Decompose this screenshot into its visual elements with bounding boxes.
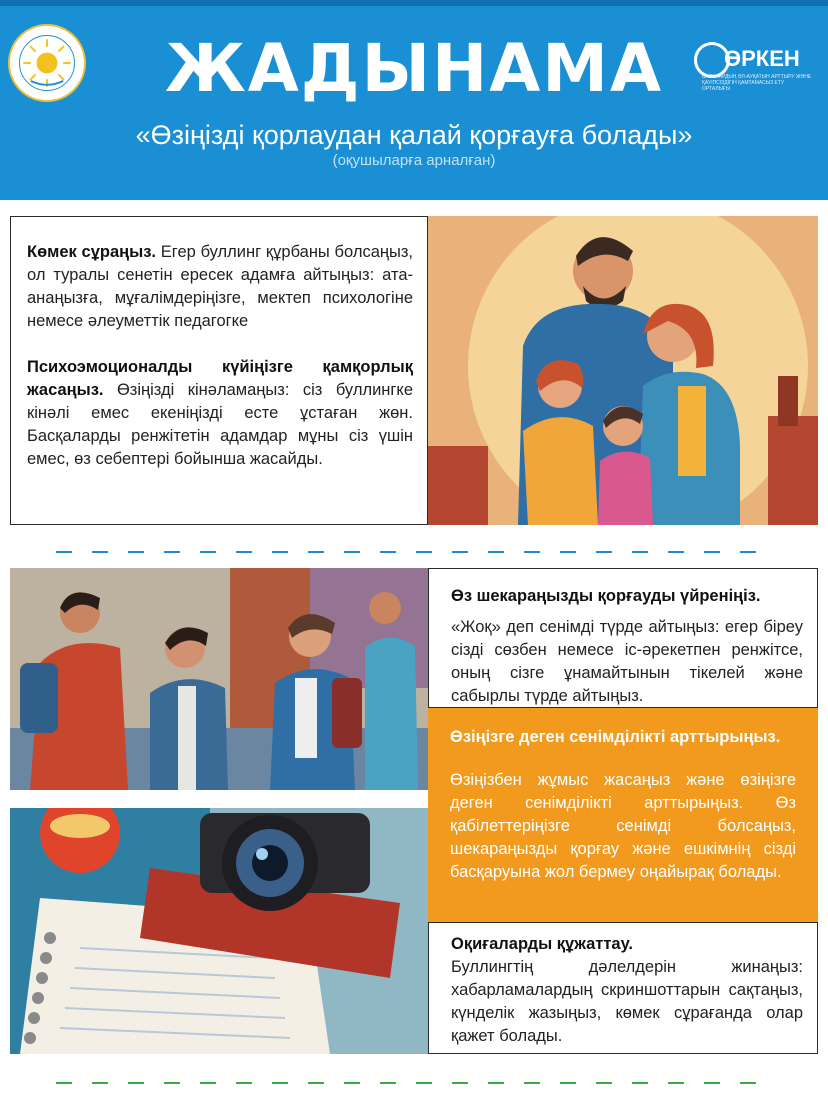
sun-emblem-icon [8,24,86,102]
page-title: ЖАДЫНАМА [164,30,664,107]
orken-logo-icon [694,40,814,100]
header-banner [0,0,828,200]
boundaries-text: «Жоқ» деп сенімді түрде айтыңыз: егер біреу сізді сөзбен немесе іс-әрекетпен ренжітсе, оның сізге ұнамайтынын тікелей және сабырлы түрде айтыңыз. [451,618,803,705]
family-illustration [428,216,818,525]
care-heading: Психоэмоционалды күйіңізге қамқорлық жасаңыз. [27,358,413,399]
divider-dashes-blue [56,543,786,547]
confidence-text: Өзіңізбен жұмыс жасаңыз және өзіңізге деген сенімділікті арттырыңыз. Өз қабілеттеріңізге сенімді болсаңыз, шекараңызды қорғау және ешкімнің сізді басқаруына жол бермеу оңайырақ болады. [450,771,796,881]
confidence-box [428,708,818,922]
care-text: Өзіңізді кінәламаңыз: сіз буллингке кінәлі емес екеніңізді есте ұстаған жөн. Басқаларды ренжітетін адамдар мұны сіз үшін емес, өз себептері бойынша жасайды. [27,381,413,468]
logo-word: ӨРКЕН [724,46,800,71]
document-text: Буллингтің дәлелдерін жинаңыз: хабарламалардың скриншоттарын сақтаңыз, күнделік жазыңыз, көмек сұрағанда олар қажет болады. [451,958,803,1045]
divider-dashes-green [56,1074,786,1078]
header-top-line [0,0,828,6]
teenagers-illustration [10,568,428,790]
confidence-heading: Өзіңізге деген сенімділікті арттырыңыз. [450,728,781,746]
page-subtitle: «Өзіңізді қорлаудан қалай қорғауға болады» [135,120,693,150]
document-box [428,922,818,1054]
help-care-box [10,216,428,525]
logo-tagline: БАЛАЛАРДЫҢ ӘЛ-АУҚАТЫН АРТТЫРУ ЖӘНЕ ҚАУІПСІЗДІГІН ҚАМТАМАСЫЗ ЕТУ ОРТАЛЫҒЫ [702,74,812,92]
page-subnote: (оқушыларға арналған) [332,152,496,169]
care-paragraph [27,356,413,471]
help-paragraph [27,241,413,333]
help-heading: Көмек сұраңыз. [27,243,157,261]
boundaries-box [428,568,818,708]
help-text: Егер буллинг құрбаны болсаңыз, ол туралы сенетін ересек адамға айтыңыз: ата-анаңызға, мұғалімдеріңізге, мектеп психологіне немесе әлеуметтік педагогке [27,243,413,330]
camera-notebook-illustration [10,808,428,1054]
boundaries-heading: Өз шекараңызды қорғауды үйреніңіз. [451,587,761,605]
document-heading: Оқиғаларды құжаттау. [451,935,633,953]
